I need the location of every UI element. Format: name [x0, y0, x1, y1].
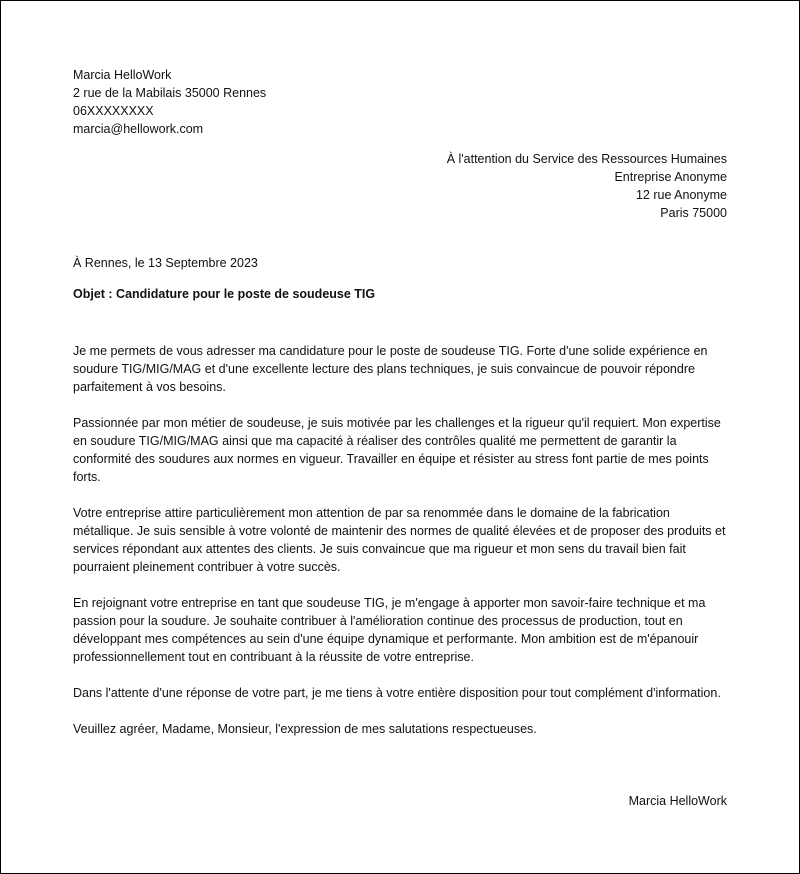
recipient-attention: À l'attention du Service des Ressources Humaines [446, 152, 727, 166]
closing-paragraph: Veuillez agréer, Madame, Monsieur, l'expression de mes salutations respectueuses. [73, 722, 537, 736]
body-paragraph: En rejoignant votre entreprise en tant que soudeuse TIG, je m'engage à apporter mon savoir-faire technique et ma passion pour la soudure. Je souhaite contribuer à l'amélioration continue des processus de production, tout en développant mes compétences au sein d'une équipe dynamique et performante. Mon ambition est de m'épanouir professionnellement tout en contribuant à la réussite de votre entreprise. [73, 596, 706, 664]
date-line: À Rennes, le 13 Septembre 2023 [73, 256, 258, 270]
sender-name: Marcia HelloWork [73, 68, 172, 82]
recipient-city: Paris 75000 [660, 206, 727, 220]
subject-line: Objet : Candidature pour le poste de soudeuse TIG [73, 287, 376, 301]
body-paragraph: Je me permets de vous adresser ma candidature pour le poste de soudeuse TIG. Forte d'une solide expérience en soudure TIG/MIG/MAG et d'une excellente lecture des plans techniques, je suis convaincue de pouvoir répondre parfaitement à vos besoins. [73, 344, 708, 394]
recipient-street: 12 rue Anonyme [635, 188, 727, 202]
sender-phone: 06XXXXXXXX [73, 104, 154, 118]
sender-email: marcia@hellowork.com [73, 122, 204, 136]
sender-address: 2 rue de la Mabilais 35000 Rennes [73, 86, 267, 100]
letter-body [73, 342, 729, 756]
body-paragraph: Dans l'attente d'une réponse de votre part, je me tiens à votre entière disposition pour tout complément d'information. [73, 686, 721, 700]
body-paragraph: Passionnée par mon métier de soudeuse, je suis motivée par les challenges et la rigueur qu'il requiert. Mon expertise en soudure TIG/MIG/MAG ainsi que ma capacité à réaliser des contrôles qualité me permettent de garantir la conformité des soudures aux normes en vigueur. Travailler en équipe et résister au stress font partie de mes points forts. [73, 416, 721, 484]
recipient-block [447, 150, 727, 222]
signature: Marcia HelloWork [628, 794, 727, 808]
sender-block [73, 66, 266, 138]
recipient-company: Entreprise Anonyme [614, 170, 727, 184]
body-paragraph: Votre entreprise attire particulièrement mon attention de par sa renommée dans le domaine de la fabrication métallique. Je suis sensible à votre volonté de maintenir des normes de qualité élevées et de proposer des produits et services répondant aux attentes des clients. Je suis convaincue que ma rigueur et mon sens du travail bien fait pourraient pleinement contribuer à votre succès. [73, 506, 726, 574]
